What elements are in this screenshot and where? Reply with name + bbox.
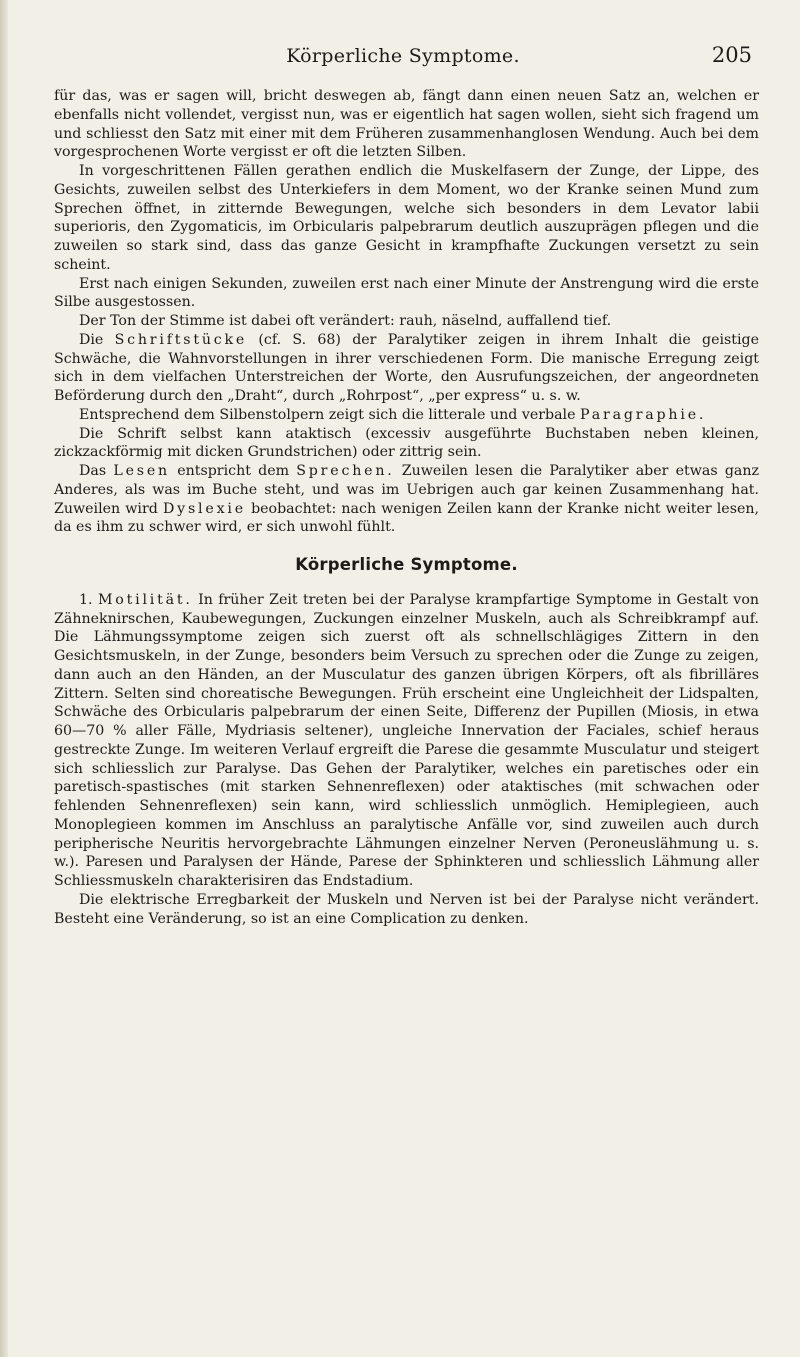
term-schriftstuecke: Schriftstücke <box>114 331 248 348</box>
page-edge-shadow <box>0 0 8 1357</box>
term-paragraphie: Paragraphie. <box>580 406 707 423</box>
body-text <box>54 87 759 928</box>
paragraph-paragraphie-text: Entsprechend dem Silbenstolpern zeigt sich die litterale und verbale <box>79 406 576 423</box>
paragraph-reading-text-2: entspricht dem <box>177 463 290 479</box>
section-heading: Körperliche Symptome. <box>295 555 518 574</box>
paragraph-motility-text: In früher Zeit treten bei der Paralyse krampfartige Symptome in Gestalt von Zähneknirschen, Kaubewegungen, Zuckungen einzelner Muskeln, auch als Schreibkrampf auf. Die Lähmungssymptome zeigen sich zuerst oft als schnellschlägiges Zittern in den Gesichtsmuskeln, in der Zunge, besonders beim Versuch zu sprechen oder die Zunge zu zeigen, dann auch an den Händen, an der Musculatur des ganzen übrigen Körpers, oft als fibrilläres Zittern. Selten sind choreatische Bewegungen. Früh erscheint eine Ungleichheit der Lidspalten, Schwäche des Orbicularis palpebrarum der einen Seite, Differenz der Pupillen (Miosis, in etwa 60—70 % aller Fälle, Mydriasis seltener), ungleiche Innervation der Faciales, schief heraus gestreckte Zunge. Im weiteren Verlauf ergreift die Parese die gesammte Musculatur und steigert sich schliesslich zur Paralyse. Das Gehen der Paralytiker, welches ein paretisches oder ein paretisch-spastisches (mit starken Sehnenreflexen) oder ataktisches (mit schwachen oder fehlenden Sehnenreflexen) sein kann, wird schliesslich unmöglich. Hemiplegieen, auch Monoplegieen kommen im Anschluss an paralytische Anfälle vor, sind zuweilen auch durch peripherische Neuritis hervorgebrachte Lähmungen einzelner Nerven (Peroneuslähmung u. s. w.). Paresen und Paralysen der Hände, Parese der Sphinkteren und schliesslich Lähmung aller Schliessmuskeln charakterisiren das Endstadium. <box>54 591 759 889</box>
term-sprechen: Sprechen. <box>296 463 395 479</box>
paragraph-paragraphie <box>54 406 759 425</box>
paragraph-reading <box>54 462 759 537</box>
paragraph-electrical-excitability: Die elektrische Erregbarkeit der Muskeln und Nerven ist bei der Paralyse nicht verändert. Besteht eine Veränderung, so ist an eine Complication zu denken. <box>54 891 759 927</box>
running-title: Körperliche Symptome. <box>286 45 520 67</box>
term-lesen: Lesen <box>113 463 170 479</box>
section-item-number: 1. <box>79 591 93 608</box>
paragraph-advanced-cases: In vorgeschrittenen Fällen gerathen endlich die Muskelfasern der Zunge, der Lippe, des Gesichts, zuweilen selbst des Unterkiefers in dem Moment, wo der Kranke seinen Mund zum Sprechen öffnet, in zitternde Bewegungen, welche sich besonders in dem Levator labii superioris, den Zygomaticis, im Orbicularis palpebrarum deutlich auszuprägen pflegen und die zuweilen so stark sind, dass das ganze Gesicht in krampfhafte Zuckungen versetzt zu sein scheint. <box>54 163 759 273</box>
paragraph-writings-text: (cf. S. 68) der Paralytiker zeigen in ihrem Inhalt die geistige Schwäche, die Wahnvorstellungen in ihrer verschiedenen Form. Die manische Erregung zeigt sich in dem vielfachen Unterstreichen der Worte, den Ausrufungszeichen, der angeordneten Beförderung durch den „Draht“, durch „Rohrpost“, „per express“ u. s. w. <box>54 331 760 404</box>
term-motilitaet: Motilität. <box>97 591 193 608</box>
paragraph-handwriting: Die Schrift selbst kann ataktisch (excessiv ausgeführte Buchstaben neben kleinen, zickzackförmig mit dicken Grundstrichen) oder zittrig sein. <box>54 425 759 461</box>
paragraph-voice-tone: Der Ton der Stimme ist dabei oft verändert: rauh, näselnd, auffallend tief. <box>79 313 612 329</box>
paragraph-reading-text-1: Das <box>79 463 107 479</box>
running-header <box>54 45 752 71</box>
paragraph-reading-text-4: beobachtet: nach wenigen Zeilen kann der Kranke nicht weiter lesen, da es ihm zu schwer wird, er sich unwohl fühlt. <box>54 500 760 536</box>
paragraph-writings-lead: Die <box>79 331 104 348</box>
term-dyslexie: Dyslexie <box>162 500 246 517</box>
paragraph-continuation: für das, was er sagen will, bricht deswegen ab, fängt dann einen neuen Satz an, welchen er ebenfalls nicht vollendet, vergisst nun, was er eigentlich hat sagen wollen, sieht sich fragend um und schliesst den Satz mit einer mit dem Früheren zusammenhanglosen Wendung. Auch bei dem vorgesprochenen Worte vergisst er oft die letzten Silben. <box>54 88 759 161</box>
paragraph-motility <box>54 591 759 891</box>
paragraph-writings <box>54 331 759 406</box>
paragraph-first-syllable: Erst nach einigen Sekunden, zuweilen erst nach einer Minute der Anstrengung wird die erste Silbe ausgestossen. <box>54 275 759 311</box>
page-number: 205 <box>711 43 752 67</box>
paragraph-reading-text-3: Zuweilen lesen die Paralytiker aber etwas ganz Anderes, als was im Buche steht, und was im Uebrigen auch gar keinen Zusammenhang hat. Zuweilen wird <box>54 463 759 517</box>
